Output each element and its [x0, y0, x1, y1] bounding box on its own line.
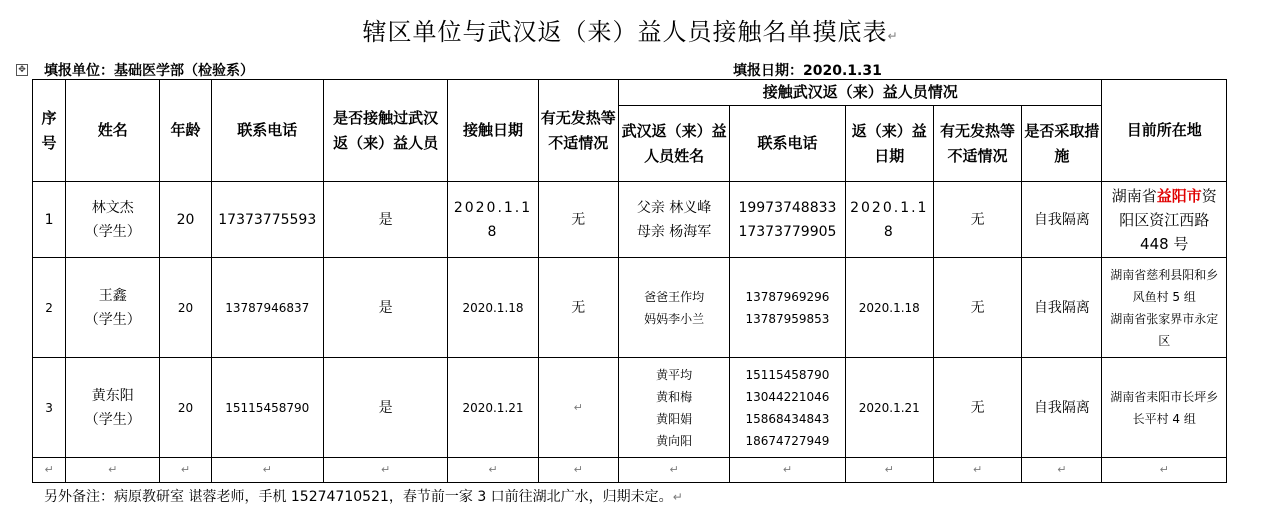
cell-location[interactable]: 湖南省益阳市资阳区资江西路 448 号 [1102, 182, 1227, 258]
cell-return-date[interactable]: 2020.1.21 [845, 358, 933, 458]
page-title: 辖区单位与武汉返（来）益人员接触名单摸底表↵ [362, 18, 899, 46]
cell-contacted[interactable]: 是 [323, 258, 447, 358]
header-fever: 有无发热等不适情况 [538, 80, 618, 182]
empty-cell[interactable]: ↵ [730, 458, 845, 483]
cell-return-date[interactable]: 2020.1.18 [845, 258, 933, 358]
cell-age[interactable]: 20 [160, 258, 211, 358]
cell-measures[interactable]: 自我隔离 [1022, 258, 1102, 358]
cell-fever[interactable]: 无 [538, 182, 618, 258]
cell-location[interactable]: 湖南省耒阳市长坪乡长平村 4 组 [1102, 358, 1227, 458]
cell-phone[interactable]: 15115458790 [211, 358, 323, 458]
reporting-date: 填报日期：2020.1.31 [733, 63, 882, 79]
table-move-handle-icon[interactable]: ✥ [16, 64, 28, 76]
cell-age[interactable]: 20 [160, 358, 211, 458]
empty-cell[interactable]: ↵ [845, 458, 933, 483]
cell-seq[interactable]: 3 [33, 358, 66, 458]
cell-return-date[interactable]: 2020.1.18 [845, 182, 933, 258]
header-contact-date: 接触日期 [448, 80, 538, 182]
empty-cell[interactable]: ↵ [1102, 458, 1227, 483]
table-row [33, 358, 1227, 458]
cell-wh-names[interactable]: 爸爸王作均 妈妈李小兰 [618, 258, 729, 358]
cell-wh-fever[interactable]: 无 [933, 182, 1021, 258]
header-wh-name: 武汉返（来）益人员姓名 [618, 106, 729, 182]
cell-wh-phones[interactable]: 13787969296 13787959853 [730, 258, 845, 358]
empty-cell[interactable]: ↵ [933, 458, 1021, 483]
empty-cell[interactable]: ↵ [538, 458, 618, 483]
contact-table [32, 79, 1227, 483]
header-wh-fever: 有无发热等不适情况 [933, 106, 1021, 182]
cell-wh-phones[interactable]: 19973748833 17373779905 [730, 182, 845, 258]
cell-measures[interactable]: 自我隔离 [1022, 182, 1102, 258]
cell-contact-date[interactable]: 2020.1.18 [448, 258, 538, 358]
header-contacted: 是否接触过武汉返（来）益人员 [323, 80, 447, 182]
header-phone: 联系电话 [211, 80, 323, 182]
cell-contact-date[interactable]: 2020.1.18 [448, 182, 538, 258]
cell-seq[interactable]: 1 [33, 182, 66, 258]
cell-name[interactable]: 黄东阳 （学生） [66, 358, 160, 458]
cell-wh-fever[interactable]: 无 [933, 358, 1021, 458]
empty-cell[interactable]: ↵ [448, 458, 538, 483]
header-group: 接触武汉返（来）益人员情况 [618, 80, 1102, 106]
table-row [33, 182, 1227, 258]
cell-wh-phones[interactable]: 15115458790 13044221046 15868434843 18674727949 [730, 358, 845, 458]
cell-wh-names[interactable]: 黄平均 黄和梅 黄阳娟 黄向阳 [618, 358, 729, 458]
cell-name[interactable]: 林文杰 （学生） [66, 182, 160, 258]
header-return-date: 返（来）益日期 [845, 106, 933, 182]
cell-fever[interactable]: 无 [538, 258, 618, 358]
table-row [33, 258, 1227, 358]
header-age: 年龄 [160, 80, 211, 182]
cell-name[interactable]: 王鑫 （学生） [66, 258, 160, 358]
cell-contact-date[interactable]: 2020.1.21 [448, 358, 538, 458]
cell-location[interactable]: 湖南省慈利县阳和乡风鱼村 5 组 湖南省张家界市永定区 [1102, 258, 1227, 358]
cell-fever[interactable]: ↵ [538, 358, 618, 458]
cell-wh-fever[interactable]: 无 [933, 258, 1021, 358]
footnote: 另外备注：病原教研室 谌蓉老师，手机 15274710521，春节前一家 3 口前往湖北广水，归期未定。↵ [44, 489, 683, 505]
cell-measures[interactable]: 自我隔离 [1022, 358, 1102, 458]
empty-cell[interactable]: ↵ [66, 458, 160, 483]
empty-cell[interactable]: ↵ [1022, 458, 1102, 483]
empty-cell[interactable]: ↵ [160, 458, 211, 483]
empty-cell[interactable]: ↵ [323, 458, 447, 483]
header-wh-phone: 联系电话 [730, 106, 845, 182]
cell-phone[interactable]: 17373775593 [211, 182, 323, 258]
header-location: 目前所在地 [1102, 80, 1227, 182]
reporting-unit: 填报单位：基础医学部（检验系） [44, 63, 254, 79]
header-name: 姓名 [66, 80, 160, 182]
header-seq: 序号 [33, 80, 66, 182]
cell-age[interactable]: 20 [160, 182, 211, 258]
empty-cell[interactable]: ↵ [33, 458, 66, 483]
cell-phone[interactable]: 13787946837 [211, 258, 323, 358]
cell-wh-names[interactable]: 父亲 林义峰 母亲 杨海军 [618, 182, 729, 258]
header-measures: 是否采取措施 [1022, 106, 1102, 182]
empty-cell[interactable]: ↵ [618, 458, 729, 483]
empty-cell[interactable]: ↵ [211, 458, 323, 483]
cell-contacted[interactable]: 是 [323, 182, 447, 258]
table-row-empty [33, 458, 1227, 483]
cell-seq[interactable]: 2 [33, 258, 66, 358]
cell-contacted[interactable]: 是 [323, 358, 447, 458]
